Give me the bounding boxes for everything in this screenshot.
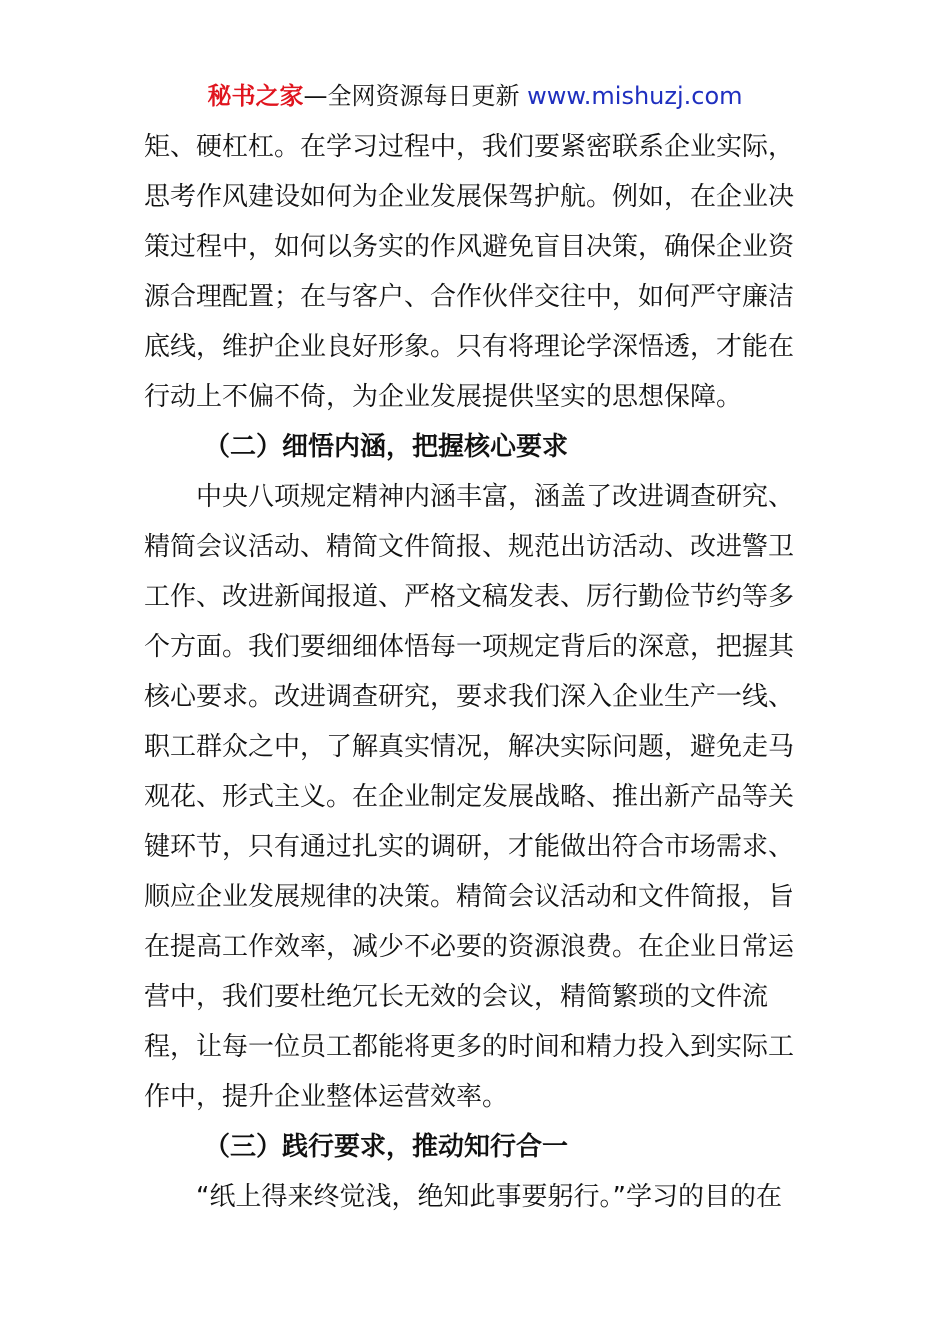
text-line: 行动上不偏不倚，为企业发展提供坚实的思想保障。 — [144, 382, 743, 412]
text-line: 精简会议活动、精简文件简报、规范出访活动、改进警卫 — [144, 532, 795, 562]
text-line: 程，让每一位员工都能将更多的时间和精力投入到实际工 — [144, 1032, 795, 1062]
text-line: 工作、改进新闻报道、严格文稿发表、厉行勤俭节约等多 — [144, 582, 795, 612]
section-heading-3: （三）践行要求，推动知行合一 — [204, 1132, 569, 1162]
site-header — [0, 80, 950, 112]
site-url-link[interactable]: www.mishuzj.com — [527, 82, 743, 110]
text-line: 源合理配置；在与客户、合作伙伴交往中，如何严守廉洁 — [144, 282, 795, 312]
text-line: 核心要求。改进调查研究，要求我们深入企业生产一线、 — [144, 682, 795, 712]
section-heading-2: （二）细悟内涵，把握核心要求 — [204, 432, 569, 462]
text-line: 策过程中，如何以务实的作风避免盲目决策，确保企业资 — [144, 232, 795, 262]
text-line: 作中，提升企业整体运营效率。 — [144, 1082, 509, 1112]
site-tagline: —全网资源每日更新 — [303, 82, 520, 110]
text-line: 底线，维护企业良好形象。只有将理论学深悟透，才能在 — [144, 332, 795, 362]
text-line: 在提高工作效率，减少不必要的资源浪费。在企业日常运 — [144, 932, 795, 962]
text-line: 观花、形式主义。在企业制定发展战略、推出新产品等关 — [144, 782, 795, 812]
text-line: 职工群众之中，了解真实情况，解决实际问题，避免走马 — [144, 732, 795, 762]
site-brand: 秘书之家 — [207, 82, 304, 110]
text-line: 思考作风建设如何为企业发展保驾护航。例如，在企业决 — [144, 182, 795, 212]
text-line: 营中，我们要杜绝冗长无效的会议，精简繁琐的文件流 — [144, 982, 769, 1012]
text-line: 键环节，只有通过扎实的调研，才能做出符合市场需求、 — [144, 832, 795, 862]
paragraph-first-line: 中央八项规定精神内涵丰富，涵盖了改进调查研究、 — [196, 482, 795, 512]
text-line: 矩、硬杠杠。在学习过程中，我们要紧密联系企业实际， — [144, 132, 795, 162]
text-line: 顺应企业发展规律的决策。精简会议活动和文件简报，旨 — [144, 882, 795, 912]
document-body — [144, 122, 808, 1222]
paragraph-first-line: “纸上得来终觉浅，绝知此事要躬行。”学习的目的在 — [196, 1182, 782, 1212]
text-line: 个方面。我们要细细体悟每一项规定背后的深意，把握其 — [144, 632, 795, 662]
